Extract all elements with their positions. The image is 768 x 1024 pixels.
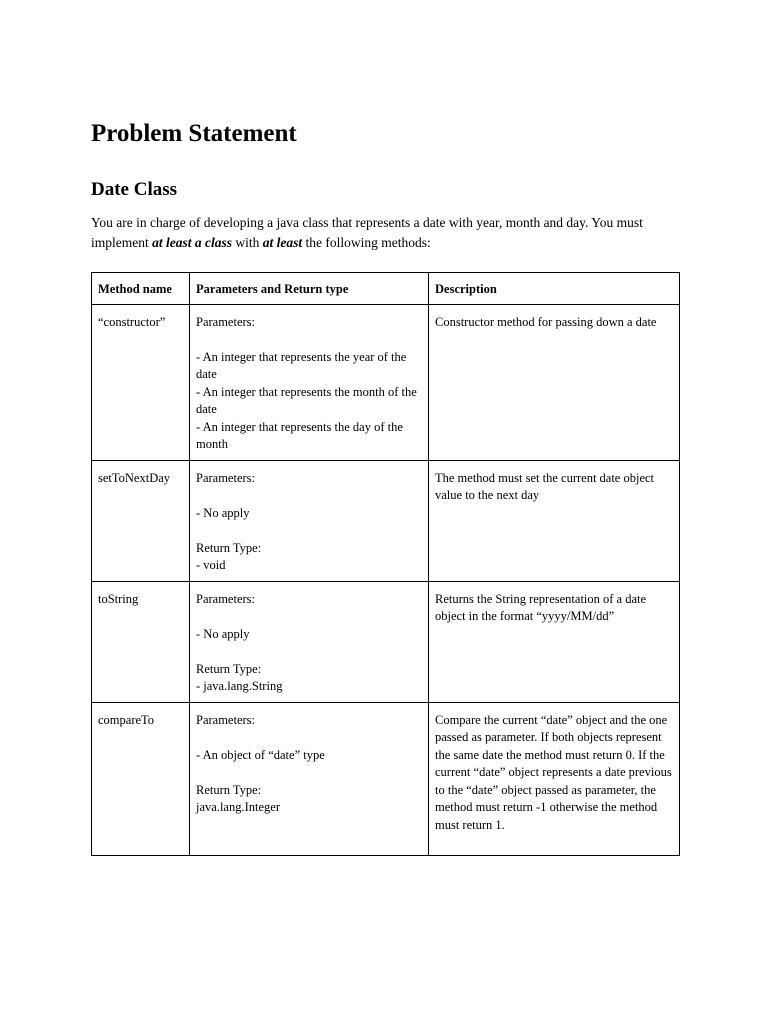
param-spacer xyxy=(196,764,422,782)
parameters-cell xyxy=(190,304,429,460)
param-line: - No apply xyxy=(196,505,250,520)
header-parameters-return-type: Parameters and Return type xyxy=(190,273,429,305)
param-line: Parameters: xyxy=(196,314,256,329)
param-line: - An object of “date” type xyxy=(196,747,325,762)
description-cell: The method must set the current date object value to the next day xyxy=(429,460,680,581)
header-description: Description xyxy=(429,273,680,305)
method-name-cell: setToNextDay xyxy=(92,460,190,581)
param-line: - An integer that represents the day of the month xyxy=(196,419,403,451)
parameters-cell xyxy=(190,460,429,581)
param-line: Parameters: xyxy=(196,712,256,727)
header-method-name: Method name xyxy=(92,273,190,305)
return-type-label: Return Type: xyxy=(196,782,262,797)
table-row xyxy=(92,304,680,460)
return-type-value: java.lang.Integer xyxy=(196,800,280,814)
return-type-value: - void xyxy=(196,558,226,572)
intro-text-3: the following methods: xyxy=(302,235,431,250)
method-name-cell: “constructor” xyxy=(92,304,190,460)
param-spacer xyxy=(196,331,422,349)
param-spacer xyxy=(196,729,422,747)
param-spacer xyxy=(196,487,422,505)
page-title: Problem Statement xyxy=(91,120,297,147)
return-type-value: - java.lang.String xyxy=(196,679,283,693)
param-spacer xyxy=(196,522,422,540)
param-line: - No apply xyxy=(196,626,250,641)
table-row xyxy=(92,702,680,855)
description-cell: Returns the String representation of a date object in the format “yyyy/MM/dd” xyxy=(429,581,680,702)
description-cell: Constructor method for passing down a date xyxy=(429,304,680,460)
table-row xyxy=(92,460,680,581)
return-type-label: Return Type: xyxy=(196,540,262,555)
param-line: - An integer that represents the month of the date xyxy=(196,384,417,416)
param-line: - An integer that represents the year of the date xyxy=(196,349,407,381)
parameters-cell xyxy=(190,702,429,855)
intro-emphasis-2: at least xyxy=(262,235,303,250)
section-title: Date Class xyxy=(91,179,178,200)
table-header-row xyxy=(92,273,680,305)
intro-text-1: You are in charge of developing a java class that represents a date with year, month and day. You must implement xyxy=(91,215,643,250)
method-name-cell: toString xyxy=(92,581,190,702)
method-name-cell: compareTo xyxy=(92,702,190,855)
intro-text-2: with xyxy=(232,235,263,250)
param-spacer xyxy=(196,608,422,626)
param-spacer xyxy=(196,643,422,661)
intro-paragraph xyxy=(91,213,679,253)
intro-emphasis-1: at least a class xyxy=(152,235,232,250)
param-line: Parameters: xyxy=(196,591,256,606)
description-cell: Compare the current “date” object and the one passed as parameter. If both objects represent the same date the method must return 0. If the current “date” object represents a date previous to the “date” object passed as parameter, the method must return -1 otherwise the method must return 1. xyxy=(429,702,680,855)
methods-table xyxy=(91,272,680,856)
return-type-label: Return Type: xyxy=(196,661,262,676)
param-line: Parameters: xyxy=(196,470,256,485)
parameters-cell xyxy=(190,581,429,702)
table-row xyxy=(92,581,680,702)
